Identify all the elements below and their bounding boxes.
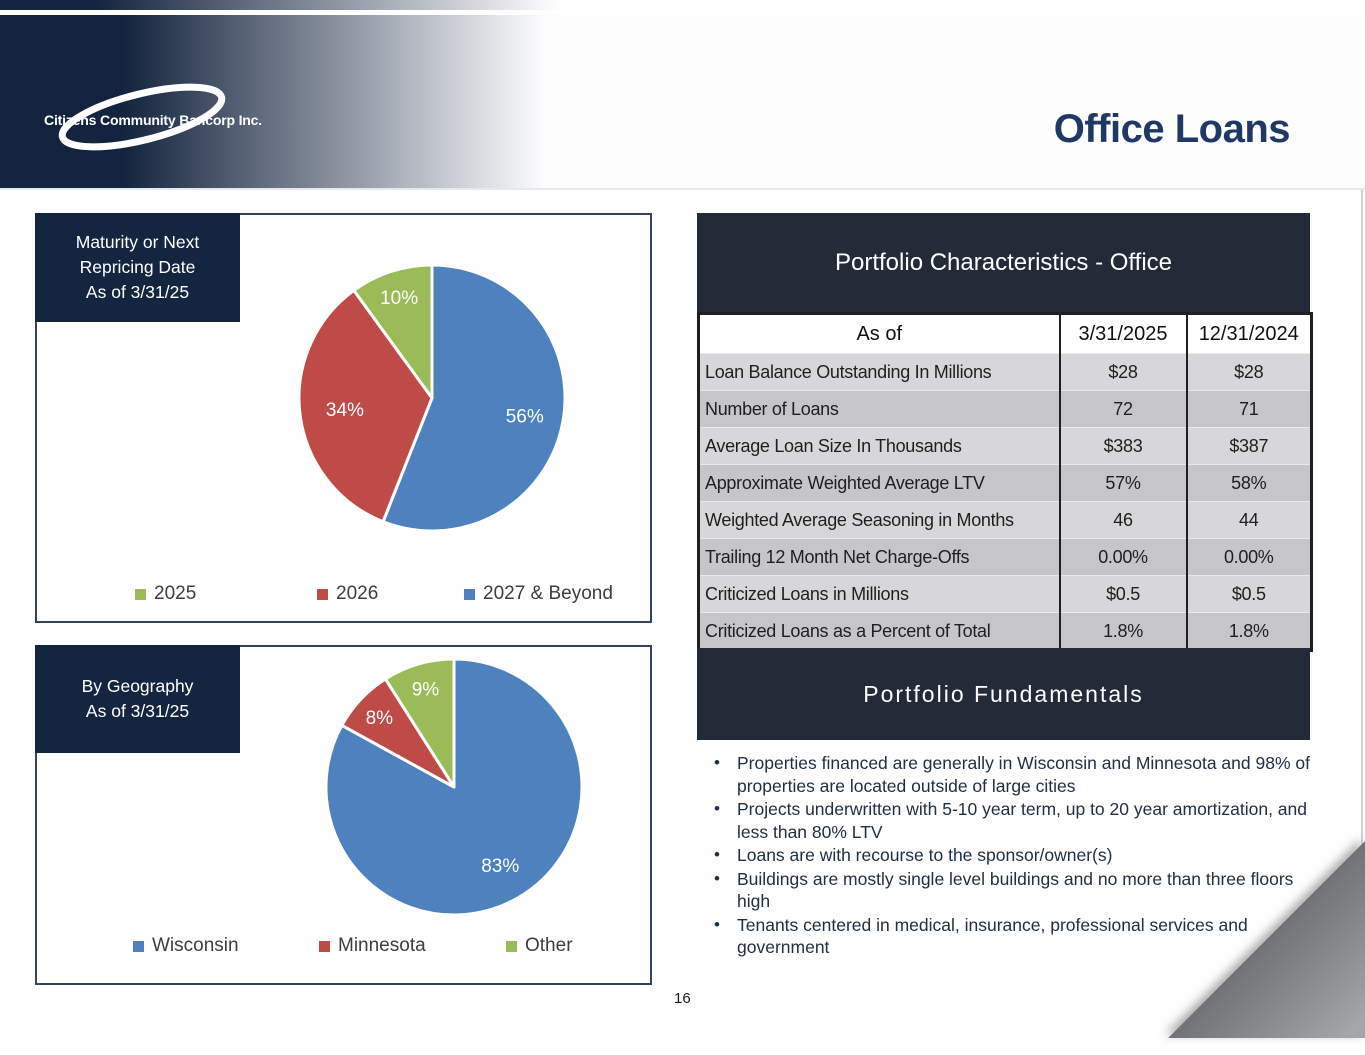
page-number: 16 bbox=[674, 990, 691, 1007]
table-row bbox=[699, 576, 1312, 613]
svg-text:8%: 8% bbox=[365, 707, 394, 729]
legend-swatch-red bbox=[319, 941, 330, 952]
col-header-as-of: As of bbox=[699, 314, 1060, 354]
col-header-date-2: 12/31/2024 bbox=[1187, 314, 1312, 354]
legend-label: Minnesota bbox=[338, 935, 426, 956]
panel-label-line: Repricing Date bbox=[79, 257, 196, 277]
table-row bbox=[699, 539, 1312, 576]
geography-panel-label bbox=[35, 645, 240, 753]
row-value: 57% bbox=[1060, 465, 1187, 502]
row-value: 0.00% bbox=[1060, 539, 1187, 576]
row-value: $28 bbox=[1060, 354, 1187, 391]
characteristics-table bbox=[697, 312, 1313, 652]
legend-swatch-blue bbox=[464, 589, 475, 600]
bullet-item: • Properties financed are generally in Wisconsin and Minnesota and 98% of properties are located outside of large cities bbox=[711, 752, 1311, 797]
corner-triangle bbox=[1160, 835, 1365, 1038]
legend-item-2025 bbox=[135, 583, 196, 605]
table-row bbox=[699, 613, 1312, 651]
row-label: Approximate Weighted Average LTV bbox=[699, 465, 1060, 502]
maturity-panel-label bbox=[35, 213, 240, 322]
row-value: $0.5 bbox=[1187, 576, 1312, 613]
row-label: Trailing 12 Month Net Charge-Offs bbox=[699, 539, 1060, 576]
row-label: Average Loan Size In Thousands bbox=[699, 428, 1060, 465]
panel-label-line: As of 3/31/25 bbox=[85, 282, 190, 302]
legend-label: 2026 bbox=[336, 583, 379, 604]
corner-decoration bbox=[1160, 835, 1365, 1038]
svg-text:34%: 34% bbox=[325, 400, 364, 422]
bullet-item: • Buildings are mostly single level buildings and no more than three floors high bbox=[711, 868, 1311, 913]
row-value: $387 bbox=[1187, 428, 1312, 465]
bullet-item: • Loans are with recourse to the sponsor/owner(s) bbox=[711, 844, 1311, 867]
row-value: 46 bbox=[1060, 502, 1187, 539]
legend-swatch-green bbox=[506, 941, 517, 952]
bullet-item: • Tenants centered in medical, insurance, professional services and government bbox=[711, 914, 1311, 959]
characteristics-title: Portfolio Characteristics - Office bbox=[835, 248, 1172, 276]
col-header-date-1: 3/31/2025 bbox=[1060, 314, 1187, 354]
fundamentals-header bbox=[697, 648, 1310, 740]
svg-text:83%: 83% bbox=[481, 856, 520, 878]
legend-item-2026 bbox=[317, 583, 378, 605]
row-value: 1.8% bbox=[1060, 613, 1187, 651]
row-value: 71 bbox=[1187, 391, 1312, 428]
legend-label: Wisconsin bbox=[152, 935, 239, 956]
row-value: 72 bbox=[1060, 391, 1187, 428]
legend-label: 2027 & Beyond bbox=[483, 583, 613, 604]
table-row bbox=[699, 465, 1312, 502]
top-accent-strip bbox=[0, 0, 1365, 10]
page-title: Office Loans bbox=[1053, 107, 1290, 151]
table-header-row bbox=[699, 314, 1312, 354]
row-label: Number of Loans bbox=[699, 391, 1060, 428]
characteristics-header bbox=[697, 213, 1310, 312]
table-row bbox=[699, 391, 1312, 428]
svg-text:56%: 56% bbox=[505, 406, 544, 428]
row-value: 44 bbox=[1187, 502, 1312, 539]
row-label: Criticized Loans as a Percent of Total bbox=[699, 613, 1060, 651]
panel-label-line: As of 3/31/25 bbox=[85, 701, 190, 721]
row-label: Loan Balance Outstanding In Millions bbox=[699, 354, 1060, 391]
legend-swatch-green bbox=[135, 589, 146, 600]
legend-label: Other bbox=[525, 935, 573, 956]
legend-swatch-blue bbox=[133, 941, 144, 952]
row-value: $0.5 bbox=[1060, 576, 1187, 613]
row-value: $28 bbox=[1187, 354, 1312, 391]
legend-item-other bbox=[506, 935, 573, 957]
legend-item-2027-beyond bbox=[464, 583, 613, 605]
header-band bbox=[0, 15, 1365, 190]
geography-chart-panel bbox=[35, 645, 652, 985]
logo-text: Citizens Community Bancorp Inc. bbox=[44, 112, 262, 128]
legend-item-wisconsin bbox=[133, 935, 239, 957]
maturity-chart-panel bbox=[35, 213, 652, 623]
row-value: 0.00% bbox=[1187, 539, 1312, 576]
table-row bbox=[699, 428, 1312, 465]
table-row bbox=[699, 502, 1312, 539]
row-value: $383 bbox=[1060, 428, 1187, 465]
svg-text:10%: 10% bbox=[380, 287, 419, 309]
company-logo bbox=[30, 65, 290, 170]
legend-swatch-red bbox=[317, 589, 328, 600]
panel-label-line: Maturity or Next bbox=[75, 232, 200, 252]
row-label: Weighted Average Seasoning in Months bbox=[699, 502, 1060, 539]
fundamentals-title: Portfolio Fundamentals bbox=[863, 680, 1144, 707]
legend-label: 2025 bbox=[154, 583, 197, 604]
row-value: 58% bbox=[1187, 465, 1312, 502]
table-row bbox=[699, 354, 1312, 391]
row-label: Criticized Loans in Millions bbox=[699, 576, 1060, 613]
row-value: 1.8% bbox=[1187, 613, 1312, 651]
svg-text:9%: 9% bbox=[411, 679, 440, 701]
bullet-item: • Projects underwritten with 5-10 year term, up to 20 year amortization, and less than 80% LTV bbox=[711, 798, 1311, 843]
legend-item-minnesota bbox=[319, 935, 426, 957]
panel-label-line: By Geography bbox=[81, 676, 194, 696]
